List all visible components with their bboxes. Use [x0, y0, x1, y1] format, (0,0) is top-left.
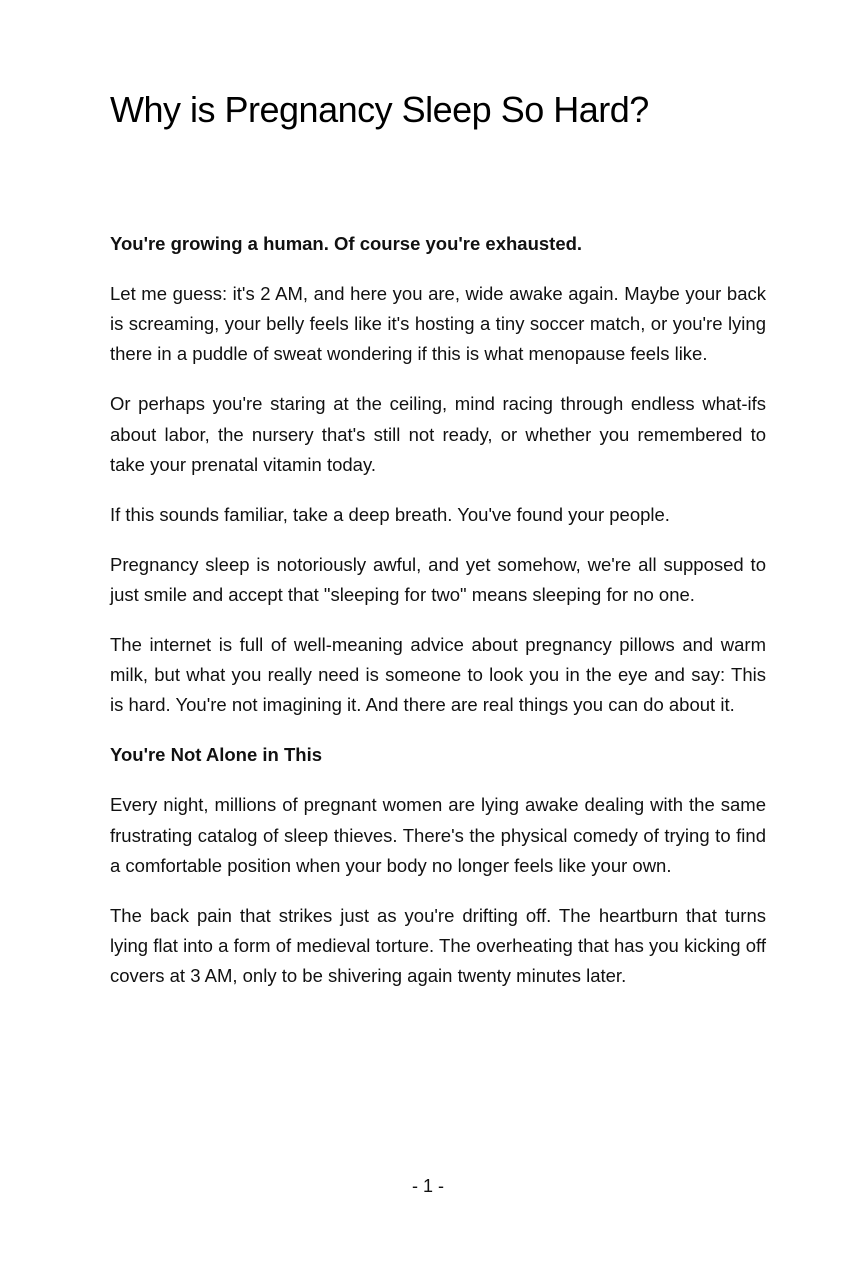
section-heading: You're Not Alone in This [110, 744, 323, 766]
lead-sentence: You're growing a human. Of course you're exhausted. [110, 233, 583, 254]
paragraph: The back pain that strikes just as you're drifting off. The heartburn that turns lying flat into a form of medieval torture. The overheating that has you kicking off covers at 3 AM, only to be shivering again twenty minutes later. [110, 904, 766, 987]
paragraph: If this sounds familiar, take a deep breath. You've found your people. [110, 503, 670, 525]
title-block [110, 86, 766, 134]
paragraph: The internet is full of well-meaning advice about pregnancy pillows and warm milk, but what you really need is someone to look you in the eye and say: This is hard. You're not imagining it. And there are real things you can do about it. [110, 634, 766, 716]
paragraph: Pregnancy sleep is notoriously awful, and yet somehow, we're all supposed to just smile and accept that "sleeping for two" means sleeping for no one. [110, 553, 766, 606]
paragraph: Every night, millions of pregnant women are lying awake dealing with the same frustrating catalog of sleep thieves. There's the physical comedy of trying to find a comfortable position when your body no longer feels like your own. [110, 794, 766, 876]
paragraph: Let me guess: it's 2 AM, and here you are, wide awake again. Maybe your back is screaming, your belly feels like it's hosting a tiny soccer match, or you're lying there in a puddle of sweat wondering if this is what menopause feels like. [110, 283, 766, 365]
page-number: - 1 - [411, 1176, 444, 1196]
body-text [110, 229, 766, 1011]
page-title: Why is Pregnancy Sleep So Hard? [110, 89, 649, 130]
paragraph: Or perhaps you're staring at the ceiling, mind racing through endless what-ifs about labor, the nursery that's still not ready, or whether you remembered to take your prenatal vitamin today. [110, 393, 766, 475]
